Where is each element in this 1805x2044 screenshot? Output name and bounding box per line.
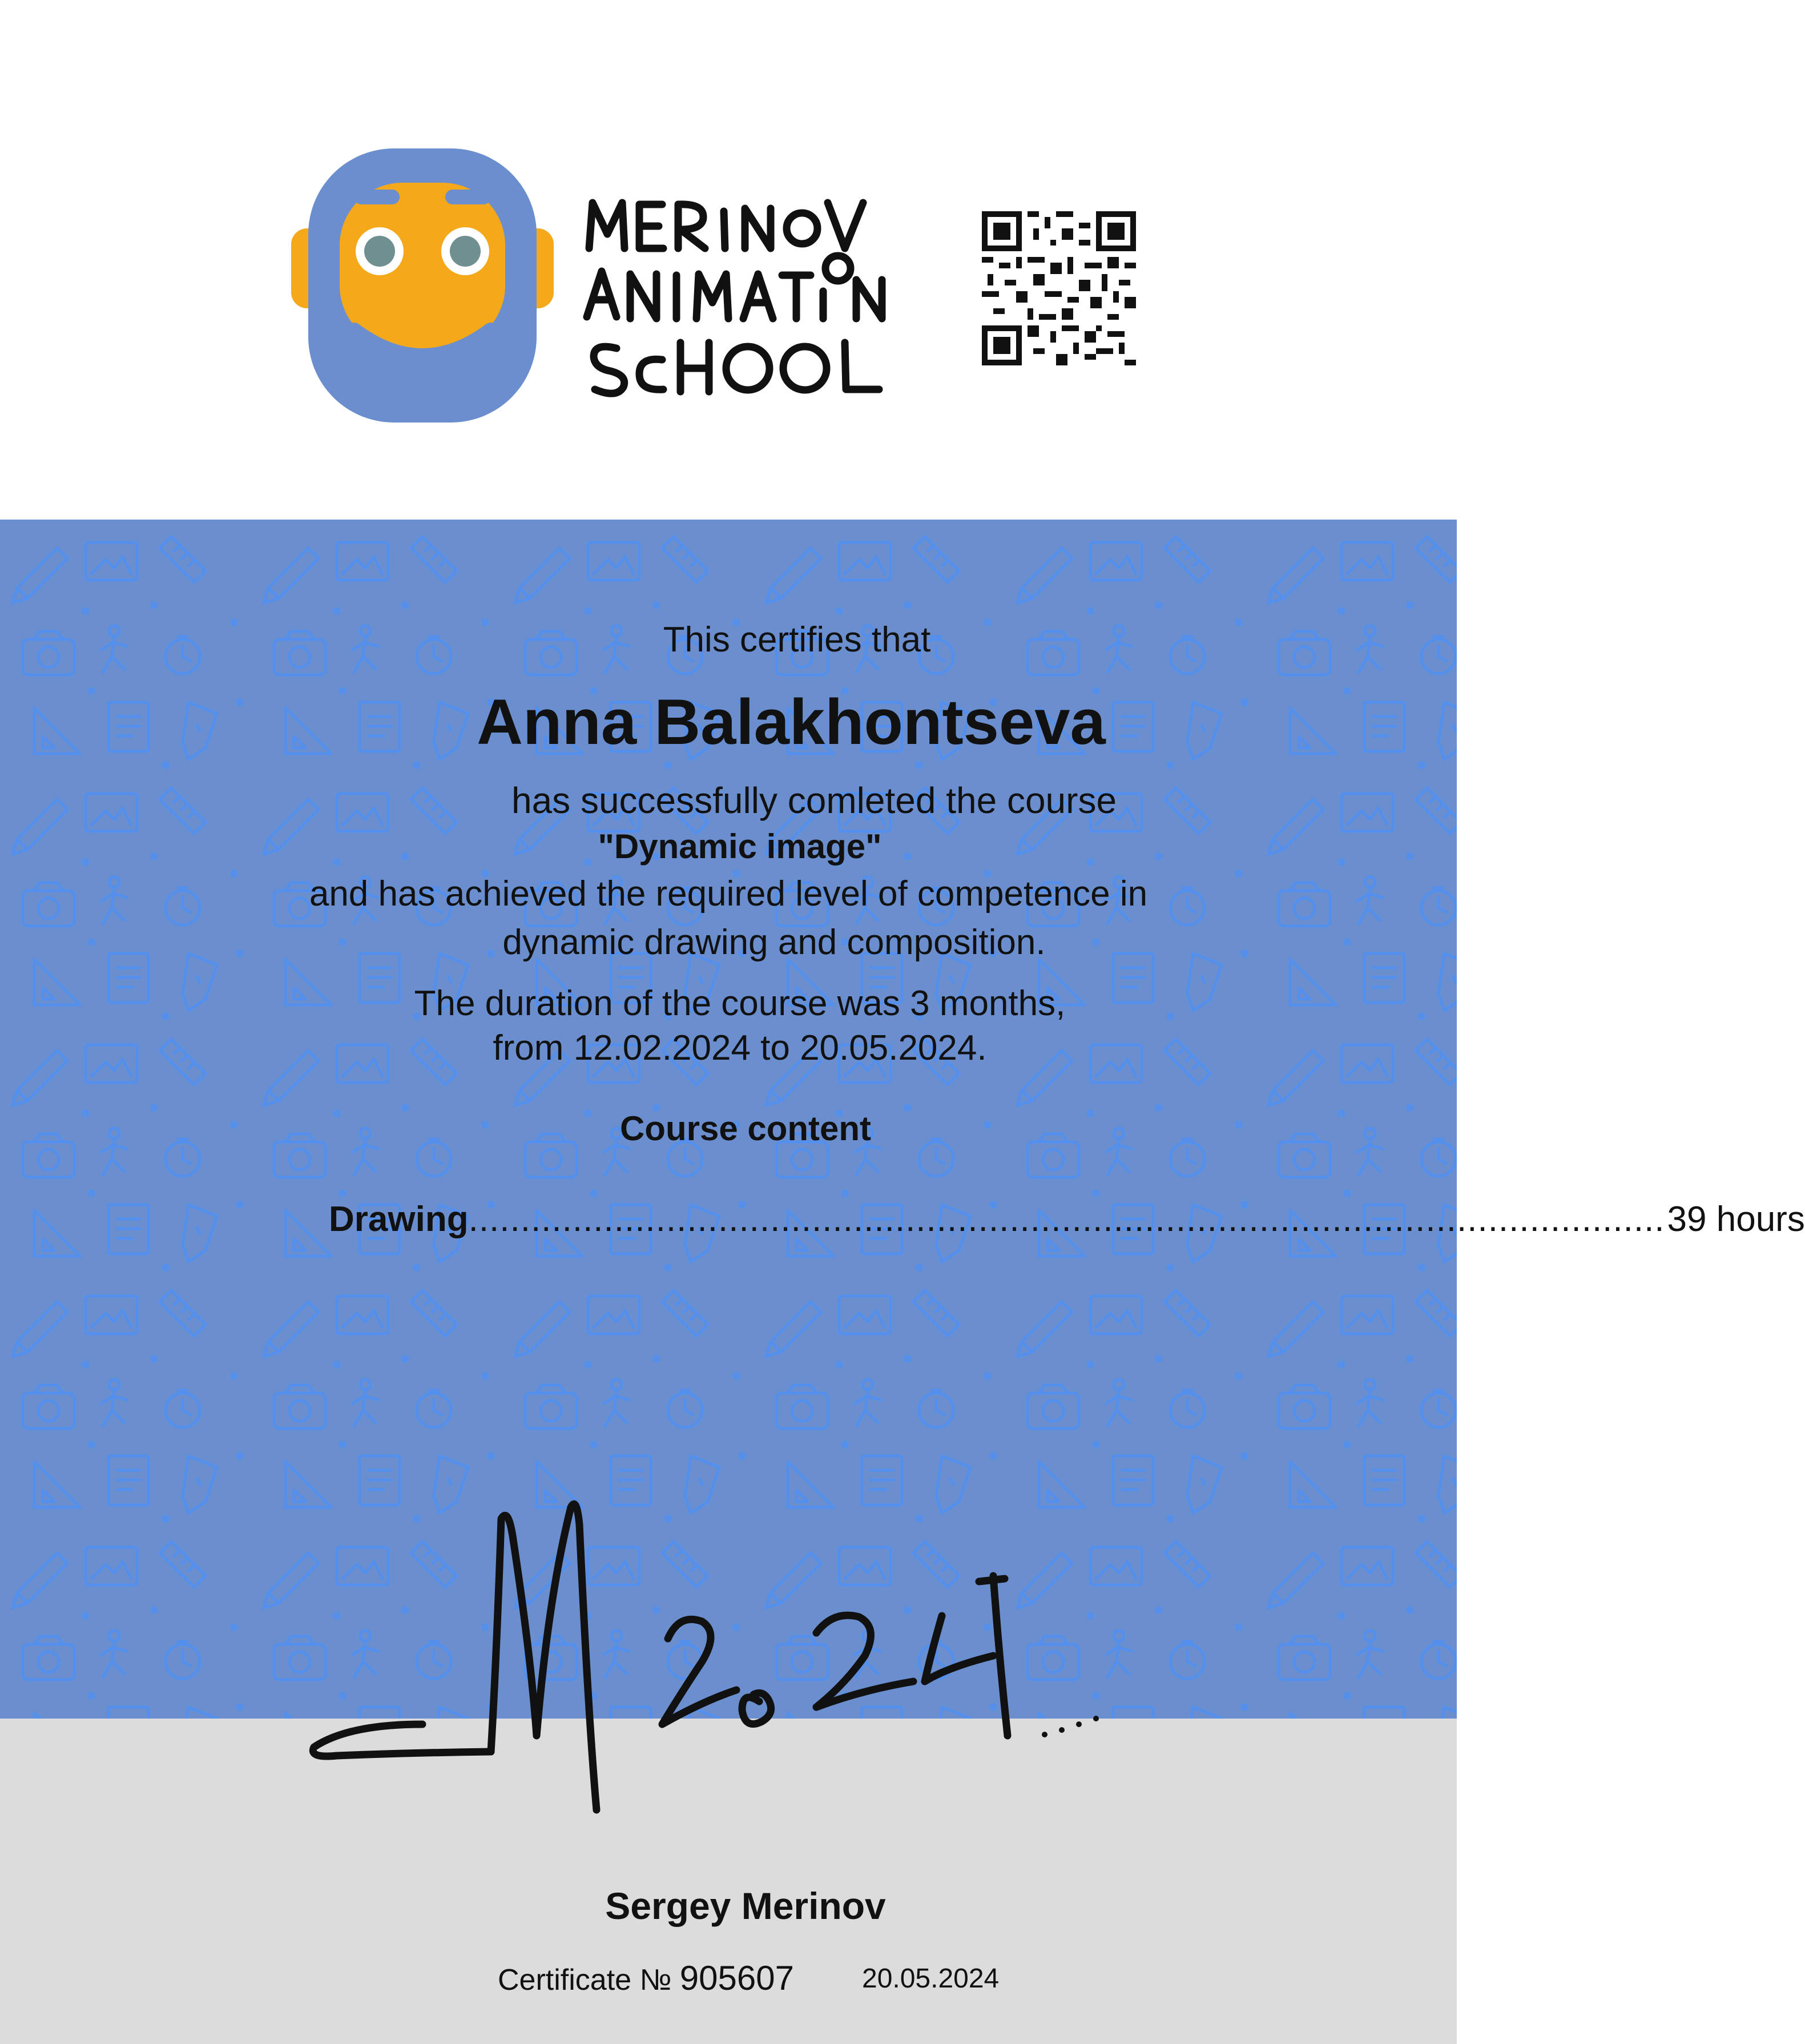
course-content-leader-dots: ................................................................................................................... [468,1200,1665,1239]
course-content-title: Course content [619,1109,872,1148]
course-content-item [329,1199,1805,1245]
certificate-intro: This certifies that [663,620,931,659]
recipient-name: Anna Balakhontseva [477,686,1106,758]
certificate-number [498,1958,794,1998]
school-logo-mascot-icon [291,143,554,428]
certificate-header [0,0,1457,520]
certificate-number-value: 905607 [679,1959,794,1997]
duration-statement-line2: from 12.02.2024 to 20.05.2024. [493,1028,987,1068]
competence-statement-line2: dynamic drawing and composition. [502,923,1046,962]
course-content-hours: 39 hours [1667,1200,1805,1239]
signer-name: Sergey Merinov [605,1885,886,1927]
certificate-number-label: Certificate № [498,1963,672,1997]
competence-statement-line1: and has achieved the required level of competence in [309,874,1148,914]
handwritten-signature [303,1484,1170,1827]
course-content-subject: Drawing [329,1200,469,1239]
school-logo-wordmark [582,188,902,405]
certificate-date: 20.05.2024 [862,1963,1000,1994]
qr-code-icon [982,211,1136,365]
duration-statement-line1: The duration of the course was 3 months, [414,984,1066,1023]
completion-statement: has successfully comleted the course [511,780,1117,821]
course-name: "Dynamic image" [598,827,882,866]
